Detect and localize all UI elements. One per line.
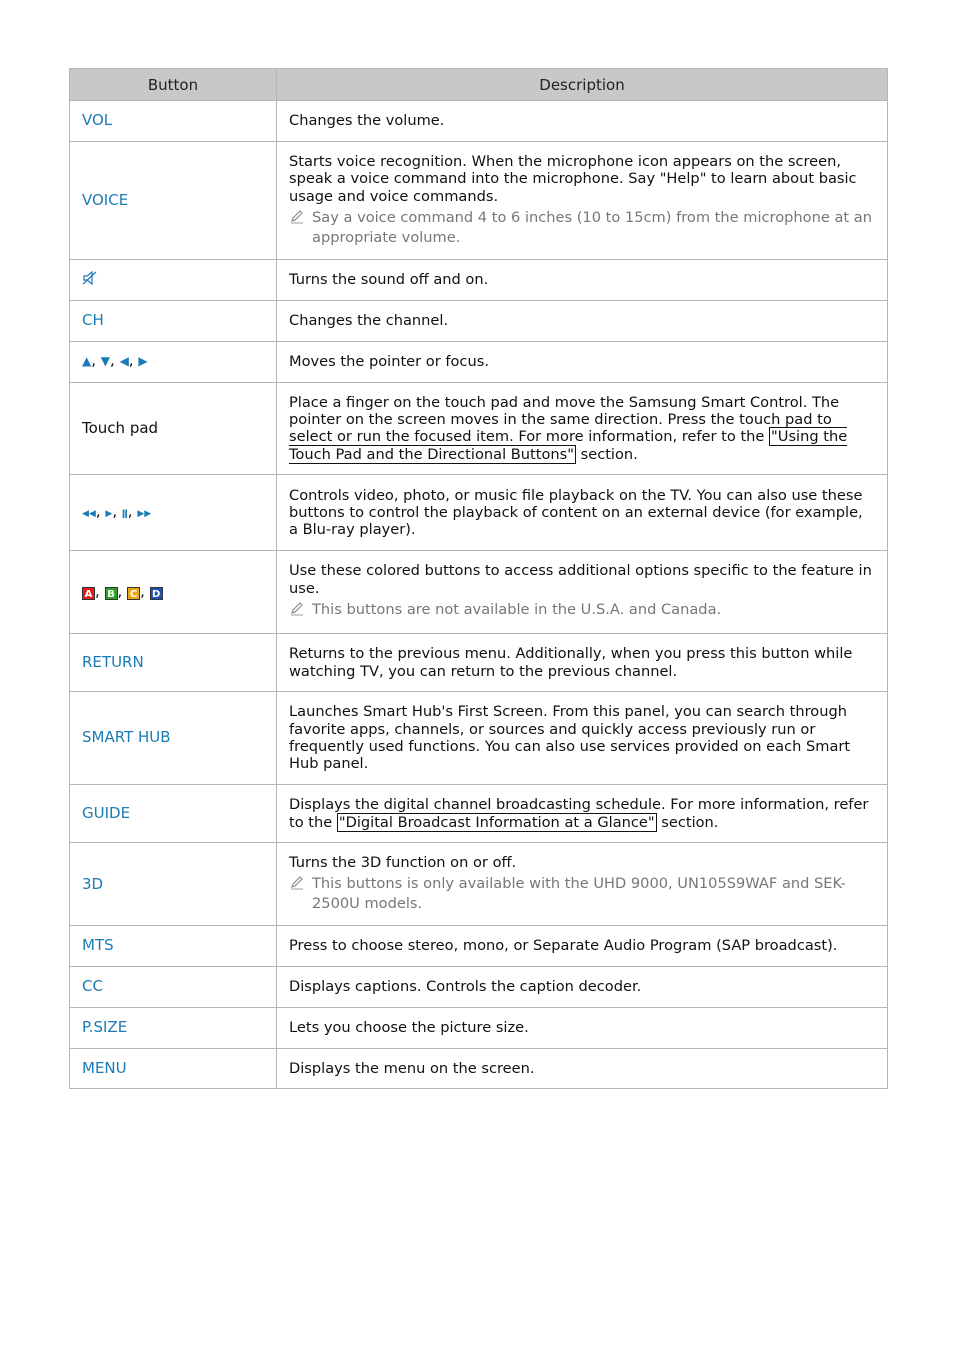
digital-broadcast-section-link[interactable]: "Digital Broadcast Information at a Glance" <box>338 813 655 831</box>
button-description: Moves the pointer or focus. <box>277 341 888 382</box>
button-name-guide: GUIDE <box>70 785 277 843</box>
button-description: Starts voice recognition. When the microphone icon appears on the screen, speak a voice command into the microphone. Say "Help" to learn about basic usage and voice commands. <box>289 153 857 205</box>
table-row <box>70 300 888 341</box>
button-name-playback: ◀◀, ▶, ǁ, ▶▶ <box>70 475 277 551</box>
button-name-return: RETURN <box>70 634 277 692</box>
button-name-menu: MENU <box>70 1048 277 1088</box>
play-icon: ▶ <box>105 508 113 519</box>
button-description: Displays captions. Controls the caption decoder. <box>277 966 888 1007</box>
left-arrow-icon: ◀ <box>119 354 129 369</box>
button-name-arrows: ▲, ▼, ◀, ▶ <box>70 341 277 382</box>
table-row <box>70 843 888 926</box>
table-header-row <box>70 69 888 101</box>
button-name-vol: VOL <box>70 101 277 142</box>
button-description-end: section. <box>656 813 719 831</box>
button-description-cell <box>277 785 888 843</box>
column-header-button: Button <box>70 69 277 101</box>
button-name-color-keys: A , B , C , D <box>70 551 277 634</box>
rewind-icon: ◀◀ <box>82 508 96 519</box>
mute-icon <box>82 271 98 289</box>
note <box>289 600 875 622</box>
pause-icon: ǁ <box>121 508 128 519</box>
button-name-ch: CH <box>70 300 277 341</box>
button-description: Controls video, photo, or music file playback on the TV. You can also use these buttons to control the playback of content on an external device (for example, a Blu-ray player). <box>277 475 888 551</box>
button-name-voice: VOICE <box>70 142 277 260</box>
fast-forward-icon: ▶▶ <box>137 508 152 519</box>
button-description: Lets you choose the picture size. <box>277 1007 888 1048</box>
note <box>289 874 875 914</box>
note-text: This buttons is only available with the UHD 9000, UN105S9WAF and SEK-2500U models. <box>312 875 846 913</box>
button-description-cell <box>277 551 888 634</box>
table-row <box>70 382 888 475</box>
button-description-table <box>69 68 888 1089</box>
green-b-key-icon: B <box>105 587 118 600</box>
table-row <box>70 260 888 300</box>
button-description: Changes the channel. <box>277 300 888 341</box>
button-description: Launches Smart Hub's First Screen. From this panel, you can search through favorite apps, channels, or sources and quickly access previously run or frequently used functions. You can also use services provided on each Smart Hub panel. <box>277 692 888 785</box>
pencil-note-icon <box>289 208 312 248</box>
button-name-mute <box>70 260 277 300</box>
table-row <box>70 551 888 634</box>
column-header-description: Description <box>277 69 888 101</box>
red-a-key-icon: A <box>82 587 95 600</box>
note <box>289 208 875 248</box>
button-description: Turns the 3D function on or off. <box>289 854 517 872</box>
button-description: Turns the sound off and on. <box>277 260 888 300</box>
button-description-end: section. <box>575 445 638 463</box>
table-row <box>70 966 888 1007</box>
table-row <box>70 1048 888 1088</box>
table-row <box>70 634 888 692</box>
button-name-cc: CC <box>70 966 277 1007</box>
down-arrow-icon: ▼ <box>100 354 111 369</box>
button-name-smart-hub: SMART HUB <box>70 692 277 785</box>
button-description: Press to choose stereo, mono, or Separate Audio Program (SAP broadcast). <box>277 926 888 966</box>
button-name-mts: MTS <box>70 926 277 966</box>
table-row <box>70 475 888 551</box>
button-description: Place a finger on the touch pad and move the Samsung Smart Control. The pointer on the screen moves in the same direction. Press the touch pad to select or run the focused item. For more information, refer to the <box>289 393 840 446</box>
button-description: Use these colored buttons to access additional options specific to the feature in use. <box>289 562 872 597</box>
button-description-cell <box>277 843 888 926</box>
button-description: Returns to the previous menu. Additionally, when you press this button while watching TV, you can return to the previous channel. <box>277 634 888 692</box>
up-arrow-icon: ▲ <box>82 354 92 369</box>
table-row <box>70 1007 888 1048</box>
button-description: Displays the digital channel broadcasting schedule. For more information, refer to the <box>289 796 869 831</box>
table-row <box>70 926 888 966</box>
button-name-3d: 3D <box>70 843 277 926</box>
button-name-touch-pad: Touch pad <box>70 382 277 475</box>
button-description-cell <box>277 382 888 475</box>
table-row <box>70 785 888 843</box>
table-row <box>70 101 888 142</box>
right-arrow-icon: ▶ <box>138 354 148 369</box>
button-name-p-size: P.SIZE <box>70 1007 277 1048</box>
button-description-cell <box>277 142 888 260</box>
button-description: Displays the menu on the screen. <box>277 1048 888 1088</box>
yellow-c-key-icon: C <box>127 587 140 600</box>
table-row <box>70 692 888 785</box>
pencil-note-icon <box>289 874 312 914</box>
pencil-note-icon <box>289 600 312 622</box>
table-row <box>70 341 888 382</box>
button-description: Changes the volume. <box>277 101 888 142</box>
touch-pad-section-link[interactable]: "Using the Touch Pad and the Directional Buttons" <box>289 428 848 463</box>
note-text: Say a voice command 4 to 6 inches (10 to 15cm) from the microphone at an appropriate volume. <box>312 209 872 247</box>
note-text: This buttons are not available in the U.S.A. and Canada. <box>312 601 722 619</box>
blue-d-key-icon: D <box>150 587 163 600</box>
table-row <box>70 142 888 260</box>
